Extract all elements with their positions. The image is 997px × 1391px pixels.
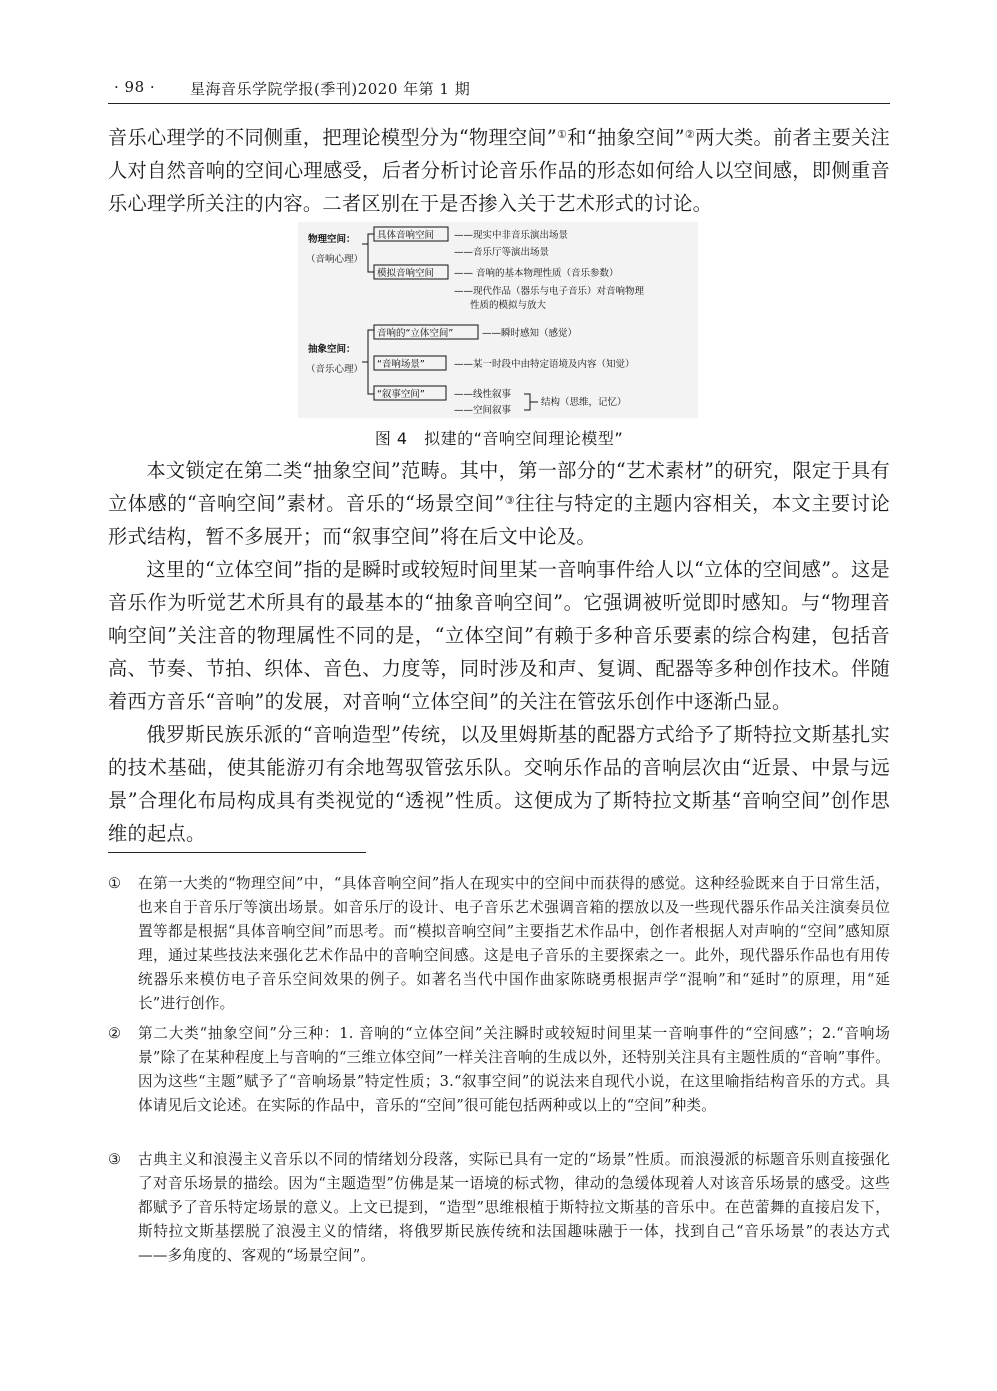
footnote-2 bbox=[108, 1022, 890, 1118]
footnote-3-text: 古典主义和浪漫主义音乐以不同的情绪划分段落，实际已具有一定的“场景”性质。而浪漫派的标题音乐则直接强化了对音乐场景的描绘。因为“主题造型”仿佛是某一语境的标式物，律动的急缓体现着人对该音乐场景的感受。这些都赋予了音乐特定场景的意义。上文已提到，“造型”思维根植于斯特拉文斯基的音乐中。在芭蕾舞的直接启发下，斯特拉文斯基摆脱了浪漫主义的情绪，将俄罗斯民族传统和法国趣味融于一体，找到自己“音乐场景”的表达方式——多角度的、客观的“场景空间”。 bbox=[138, 1151, 890, 1264]
footnote-1-text: 在第一大类的“物理空间”中，“具体音响空间”指人在现实中的空间中而获得的感觉。这种经验既来自于日常生活，也来自于音乐厅等演出场景。如音乐厅的设计、电子音乐艺术强调音箱的摆放以及一些现代器乐作品关注演奏员位置等都是根据“具体音响空间”而思考。而“模拟音响空间”主要指艺术作品中，创作者根据人对声响的“空间”感知原理，通过某些技法来强化艺术作品中的音响空间感。这是电子音乐的主要探索之一。此外，现代器乐作品也有用传统器乐来模仿电子音乐空间效果的例子。如著名当代中国作曲家陈晓勇根据声学“混响”和“延时”的原理，用“延长”进行创作。 bbox=[138, 875, 890, 1012]
narrative-result: 结构（思维，记忆） bbox=[541, 397, 627, 408]
footnote-2-text: 第二大类“抽象空间”分三种：1. 音响的“立体空间”关注瞬时或较短时间里某一音响事件的“空间感”；2.“音响场景”除了在某种程度上与音响的“三维立体空间”一样关注音响的生成以外，还特别关注具有主题性质的“音响”事件。因为这些“主题”赋予了“音响场景”特定性质；3.“叙事空间”的说法来自现代小说，在这里喻指结构音乐的方式。具体请见后文论述。在实际的作品中，音乐的“空间”很可能包括两种或以上的“空间”种类。 bbox=[138, 1025, 890, 1114]
footnote-ref-3[interactable]: ③ bbox=[504, 494, 516, 507]
paragraph-1-part-c: 两大类。前者主要关注人对自然音响的空间心理感受，后者分析讨论音乐作品的形态如何给人以空间感，即侧重音乐心理学所关注的内容。二者区别在于是否掺入关于艺术形式的讨论。 bbox=[108, 126, 890, 215]
paragraph-2-part-a: 本文锁定在第二类“抽象空间”范畴。其中，第一部分的“艺术素材”的研究，限定于具有立体感的“音响空间”素材。音乐的“场景空间” bbox=[108, 459, 890, 515]
stereo-item: ——瞬时感知（感觉） bbox=[482, 328, 578, 339]
narrative-item-2: ——空间叙事 bbox=[454, 405, 512, 416]
concrete-item-2: ——音乐厅等演出场景 bbox=[454, 247, 550, 258]
narrative-item-1: ——线性叙事 bbox=[454, 389, 512, 400]
concrete-space-label: 具体音响空间 bbox=[377, 230, 435, 241]
physical-space-label: 物理空间： bbox=[308, 234, 356, 245]
footnote-rule bbox=[108, 852, 366, 853]
page-number: · 98 · bbox=[114, 78, 156, 96]
header-rule bbox=[108, 103, 890, 104]
paragraph-2-part-b: 往往与特定的主题内容相关，本文主要讨论形式结构，暂不多展开；而“叙事空间”将在后文中论及。 bbox=[108, 492, 890, 548]
simulated-item-2-cont: 性质的模拟与放大 bbox=[470, 300, 547, 311]
scene-label: “音响场景” bbox=[377, 359, 425, 370]
paragraph-2 bbox=[108, 454, 890, 553]
footnote-3-mark: ③ bbox=[108, 1151, 122, 1168]
simulated-item-1: —— 音响的基本物理性质（音乐参数） bbox=[454, 268, 619, 279]
physical-space-sublabel: （音响心理） bbox=[306, 254, 364, 265]
footnote-ref-2[interactable]: ② bbox=[684, 128, 696, 141]
narrative-label: “叙事空间” bbox=[377, 389, 425, 400]
journal-title: 星海音乐学院学报(季刊)2020 年第 1 期 bbox=[190, 80, 471, 98]
footnote-3 bbox=[108, 1148, 890, 1268]
figure-caption: 图 4 拟建的“音响空间理论模型” bbox=[374, 429, 624, 448]
paragraph-4: 俄罗斯民族乐派的“音响造型”传统，以及里姆斯基的配器方式给予了斯特拉文斯基扎实的技术基础，使其能游刃有余地驾驭管弦乐队。交响乐作品的音响层次由“近景、中景与远景”合理化布局构成具有类视觉的“透视”性质。这便成为了斯特拉文斯基“音响空间”创作思维的起点。 bbox=[108, 723, 890, 845]
footnote-1-mark: ① bbox=[108, 875, 122, 892]
paragraph-1-part-b: 和“抽象空间” bbox=[567, 126, 685, 149]
footnote-2-mark: ② bbox=[108, 1025, 122, 1042]
abstract-space-sublabel: （音乐心理） bbox=[306, 364, 364, 375]
scene-item: ——某一时段中由特定语境及内容（知觉） bbox=[454, 359, 635, 370]
paragraph-1-part-a: 音乐心理学的不同侧重，把理论模型分为“物理空间” bbox=[108, 126, 558, 149]
running-head bbox=[108, 78, 888, 104]
footnote-1 bbox=[108, 872, 890, 1016]
abstract-space-label: 抽象空间： bbox=[308, 344, 356, 355]
figure-4-diagram bbox=[298, 222, 698, 418]
footnote-ref-1[interactable]: ① bbox=[557, 128, 568, 141]
simulated-item-2: ——现代作品（器乐与电子音乐）对音响物理 bbox=[454, 286, 645, 297]
abstract-bracket bbox=[368, 330, 374, 394]
paragraph-3: 这里的“立体空间”指的是瞬时或较短时间里某一音响事件给人以“立体的空间感”。这是音乐作为听觉艺术所具有的最基本的“抽象音响空间”。它强调被听觉即时感知。与“物理音响空间”关注音的物理属性不同的是，“立体空间”有赖于多种音乐要素的综合构建，包括音高、节奏、节拍、织体、音色、力度等，同时涉及和声、复调、配器等多种创作技术。伴随着西方音乐“音响”的发展，对音响“立体空间”的关注在管弦乐创作中逐渐凸显。 bbox=[108, 558, 890, 713]
concrete-item-1: ——现实中非音乐演出场景 bbox=[454, 230, 569, 241]
narrative-bracket bbox=[524, 394, 538, 410]
stereo-space-label: 音响的“立体空间” bbox=[377, 328, 454, 339]
simulated-space-label: 模拟音响空间 bbox=[377, 268, 435, 279]
paragraph-1 bbox=[108, 121, 890, 220]
physical-bracket bbox=[368, 234, 374, 272]
